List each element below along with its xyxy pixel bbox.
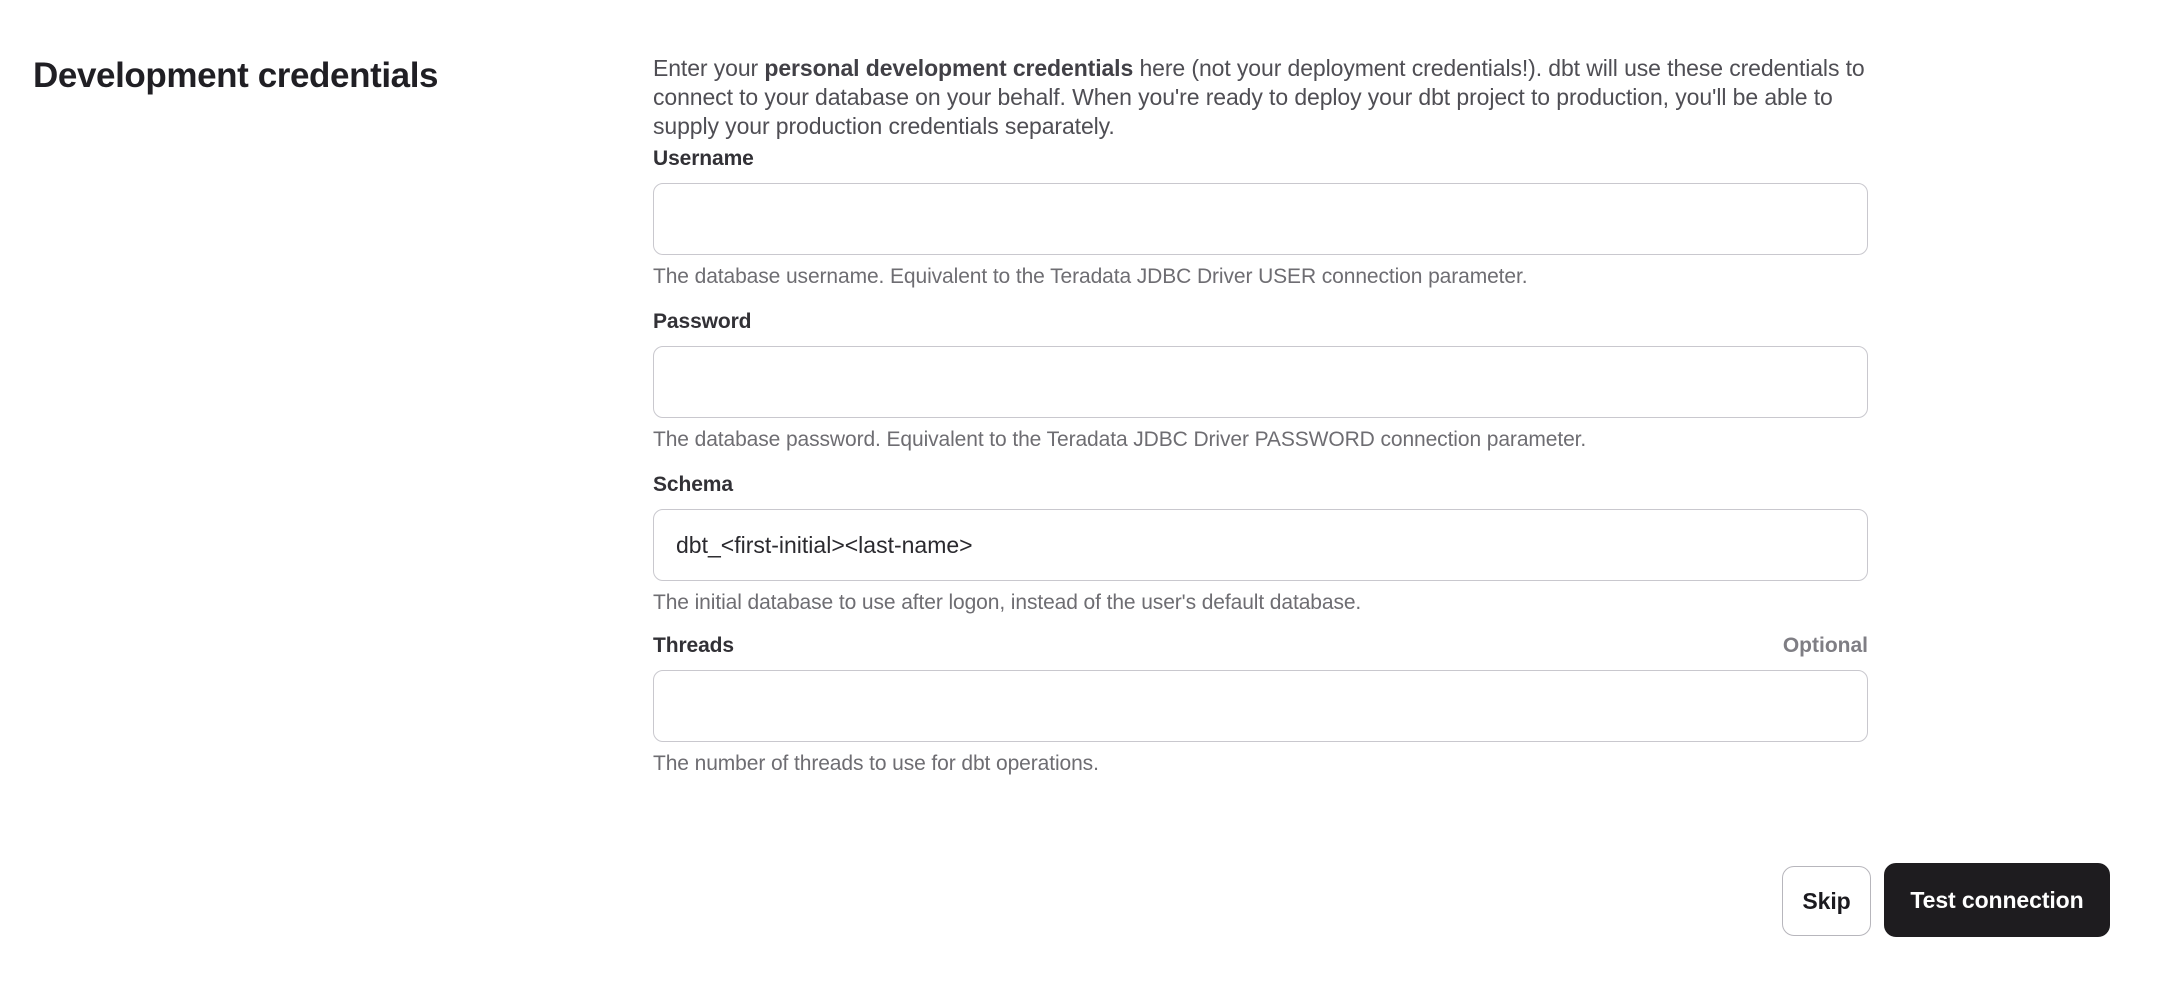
schema-label: Schema: [653, 473, 733, 496]
password-helper-text: The database password. Equivalent to the Teradata JDBC Driver PASSWORD connection parameter.: [653, 428, 1587, 451]
schema-input[interactable]: [653, 509, 1868, 581]
threads-helper-text: The number of threads to use for dbt operations.: [653, 752, 1099, 775]
password-input[interactable]: [653, 346, 1868, 418]
username-input[interactable]: [653, 183, 1868, 255]
page-title: Development credentials: [33, 56, 439, 96]
page-description: [653, 54, 1868, 141]
password-label: Password: [653, 310, 752, 333]
schema-helper-text: The initial database to use after logon, instead of the user's default database.: [653, 591, 1362, 614]
username-helper-text: The database username. Equivalent to the Teradata JDBC Driver USER connection parameter.: [653, 265, 1528, 288]
username-label: Username: [653, 147, 754, 170]
threads-input[interactable]: [653, 670, 1868, 742]
username-field-group: [653, 146, 1868, 288]
skip-button[interactable]: Skip: [1782, 866, 1871, 936]
threads-field-group: [653, 633, 1868, 775]
description-bold: personal development credentials: [764, 55, 1134, 81]
password-field-group: [653, 309, 1868, 451]
threads-optional-badge: Optional: [1782, 634, 1868, 657]
threads-label: Threads: [653, 634, 734, 657]
test-connection-button[interactable]: Test connection: [1884, 863, 2110, 937]
description-prefix: Enter your: [653, 55, 765, 81]
description-suffix: here (not your deployment credentials!). dbt will use these credentials to connect to your database on your behalf. When you're ready to deploy your dbt project to production, you'll be able to supply your production credentials separately.: [653, 55, 1865, 139]
credentials-form: [653, 0, 1868, 990]
schema-field-group: [653, 472, 1868, 614]
